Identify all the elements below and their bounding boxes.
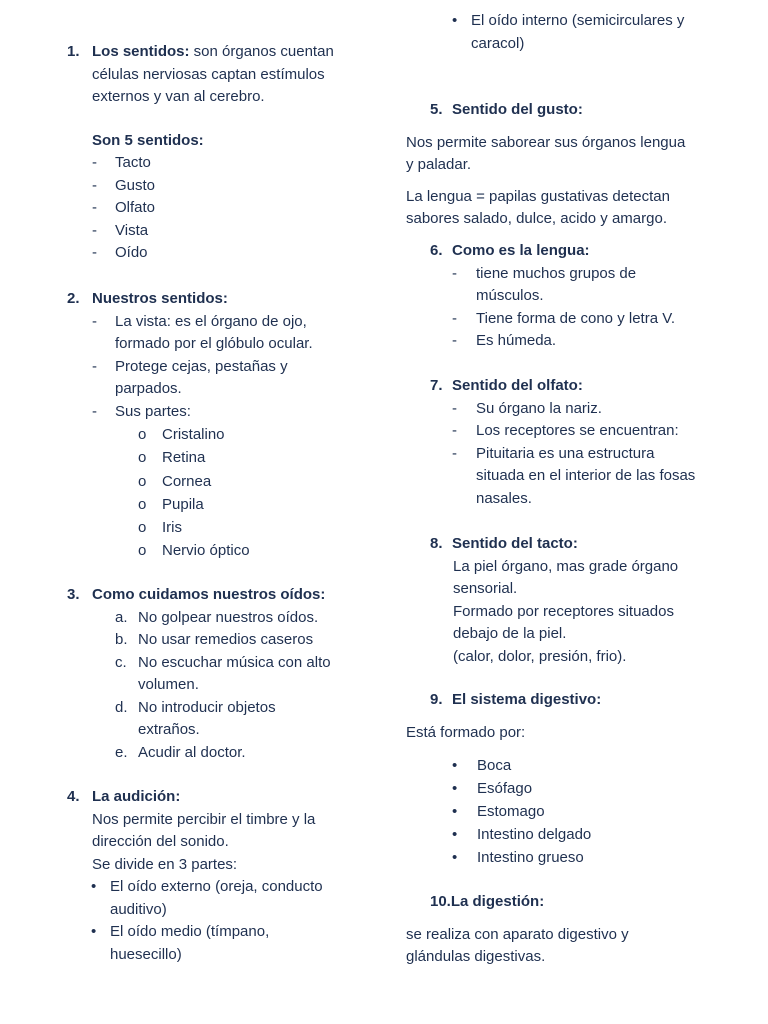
section-title: Los sentidos: (92, 43, 190, 60)
section-title: El sistema digestivo: (452, 691, 602, 708)
section-text: se realiza con aparato digestivo y (406, 925, 629, 943)
list-item: - Su órgano la nariz. (406, 398, 736, 421)
list-item: • El oído externo (oreja, conducto (67, 876, 367, 899)
section-title: Nuestros sentidos: (92, 290, 228, 307)
circle-bullet: o (138, 519, 147, 537)
sub-list-item: o Nervio óptico (67, 539, 367, 562)
dash-bullet: - (452, 309, 457, 327)
sub-list-item: o Iris (67, 516, 367, 539)
section-text: debajo de la piel. (453, 625, 567, 642)
list-item-continuation: volumen. (138, 676, 199, 693)
paragraph-line: La lengua = papilas gustativas detectan (406, 187, 670, 205)
section-number: 1. (67, 43, 80, 60)
list-item: - Olfato (67, 197, 367, 220)
list-item: • El oído medio (tímpano, (67, 921, 367, 944)
section-text: son órganos cuentan (189, 43, 334, 60)
section-text: células nerviosas captan estímulos (92, 65, 325, 83)
section-nuestros-sentidos (67, 288, 367, 563)
list-item: c. No escuchar música con alto (67, 652, 367, 675)
section-text: Nos permite percibir el timbre y la (92, 810, 316, 828)
dash-bullet: - (452, 264, 457, 282)
sub-list-item: o Cristalino (67, 423, 367, 446)
list-item: - Los receptores se encuentran: (406, 420, 736, 443)
section-cuidado-oidos (67, 584, 367, 764)
section-number: 5. (430, 101, 443, 118)
paragraph-line: sabores salado, dulce, acido y amargo. (406, 210, 667, 227)
section-lengua (406, 240, 736, 353)
sub-list-item: o Cornea (67, 470, 367, 493)
section-number: 4. (67, 788, 80, 805)
list-item: • Estomago (406, 800, 736, 823)
list-item: e. Acudir al doctor. (67, 742, 367, 765)
list-item: - Gusto (67, 175, 367, 198)
list-letter: d. (115, 698, 128, 716)
section-text: dirección del sonido. (92, 833, 229, 850)
list-item: • Esófago (406, 777, 736, 800)
circle-bullet: o (138, 449, 147, 467)
dot-bullet: • (452, 803, 458, 820)
dash-bullet: - (92, 199, 97, 216)
section-number: 7. (430, 377, 443, 394)
dot-bullet: • (452, 12, 458, 29)
dash-bullet: - (452, 444, 457, 462)
list-item: a. No golpear nuestros oídos. (67, 607, 367, 630)
sub-list-item: o Retina (67, 446, 367, 469)
dot-bullet: • (91, 878, 97, 895)
list-item: - Tiene forma de cono y letra V. (406, 308, 736, 331)
list-item: b. No usar remedios caseros (67, 629, 367, 652)
list-letter: a. (115, 608, 128, 626)
section-text: Formado por receptores situados (453, 602, 674, 620)
section-number: 9. (430, 691, 443, 708)
list-item: - tiene muchos grupos de (406, 263, 736, 286)
section-text: sensorial. (453, 580, 518, 597)
dot-bullet: • (452, 780, 458, 797)
sub-list-item: o Pupila (67, 493, 367, 516)
list-item-continuation: músculos. (476, 287, 544, 304)
list-item: • El oído interno (semicirculares y (406, 10, 736, 33)
list-item-continuation: auditivo) (110, 900, 167, 918)
list-item: - Vista (67, 220, 367, 243)
circle-bullet: o (138, 472, 147, 490)
dash-bullet: - (452, 332, 457, 349)
section-los-sentidos (67, 41, 367, 265)
section-text: (calor, dolor, presión, frio). (453, 647, 627, 665)
circle-bullet: o (138, 542, 147, 560)
section-sistema-digestivo (406, 689, 736, 869)
dash-bullet: - (92, 312, 97, 330)
list-letter: b. (115, 631, 128, 648)
list-item: - Protege cejas, pestañas y (67, 356, 367, 379)
section-number: 2. (67, 290, 80, 307)
section-intro: Está formado por: (406, 723, 526, 741)
list-item: - Pituitaria es una estructura (406, 443, 736, 466)
section-text: La piel órgano, mas grade órgano (453, 557, 679, 575)
section-audicion (67, 786, 367, 966)
section-gusto (406, 99, 736, 231)
dot-bullet: • (452, 757, 458, 774)
dash-bullet: - (92, 154, 97, 171)
section-digestion (406, 891, 736, 969)
section-tacto (406, 533, 736, 668)
list-item-continuation: situada en el interior de las fosas (476, 467, 696, 484)
list-item: • Boca (406, 754, 736, 777)
list-item-continuation: formado por el glóbulo ocular. (115, 335, 313, 352)
dash-bullet: - (92, 244, 97, 261)
circle-bullet: o (138, 495, 147, 513)
section-title: Como es la lengua: (452, 242, 590, 259)
dot-bullet: • (452, 826, 458, 843)
list-letter: e. (115, 743, 128, 761)
list-item-continuation: parpados. (115, 380, 182, 397)
section-title: Sentido del olfato: (452, 377, 583, 394)
dash-bullet: - (452, 399, 457, 417)
section-title: Como cuidamos nuestros oídos: (92, 586, 326, 603)
dash-bullet: - (92, 357, 97, 375)
list-item: - Es húmeda. (406, 330, 736, 353)
dash-bullet: - (452, 422, 457, 439)
list-item-continuation: huesecillo) (110, 945, 182, 963)
list-item: - Oído (67, 242, 367, 265)
dash-bullet: - (92, 221, 97, 239)
section-number: 3. (67, 586, 80, 603)
paragraph-line: Nos permite saborear sus órganos lengua (406, 133, 686, 151)
dash-bullet: - (92, 176, 97, 194)
section-number: 8. (430, 535, 443, 552)
list-item: • Intestino delgado (406, 823, 736, 846)
circle-bullet: o (138, 426, 147, 443)
section-subtitle: Son 5 sentidos: (92, 131, 204, 149)
list-item: d. No introducir objetos (67, 697, 367, 720)
section-number: 6. (430, 242, 443, 259)
list-item: - Sus partes: (67, 401, 367, 424)
section-title: Sentido del gusto: (452, 101, 583, 118)
section-title: Sentido del tacto: (452, 535, 578, 552)
dot-bullet: • (91, 923, 97, 940)
section-text: Se divide en 3 partes: (92, 855, 238, 873)
section-olfato (406, 375, 736, 510)
list-item-continuation: nasales. (476, 489, 532, 507)
section-title: La audición: (92, 788, 181, 805)
section-title: 10.La digestión: (430, 893, 545, 910)
dash-bullet: - (92, 402, 97, 420)
list-item-continuation: extraños. (138, 721, 200, 738)
list-item: - La vista: es el órgano de ojo, (67, 311, 367, 334)
list-letter: c. (115, 653, 127, 671)
list-item: - Tacto (67, 152, 367, 175)
dot-bullet: • (452, 849, 458, 866)
section-text: externos y van al cerebro. (92, 88, 265, 105)
paragraph-line: y paladar. (406, 156, 472, 173)
section-text: glándulas digestivas. (406, 948, 546, 965)
list-item-continuation: caracol) (471, 34, 525, 52)
oido-interno-item (406, 10, 736, 55)
list-item: • Intestino grueso (406, 846, 736, 869)
